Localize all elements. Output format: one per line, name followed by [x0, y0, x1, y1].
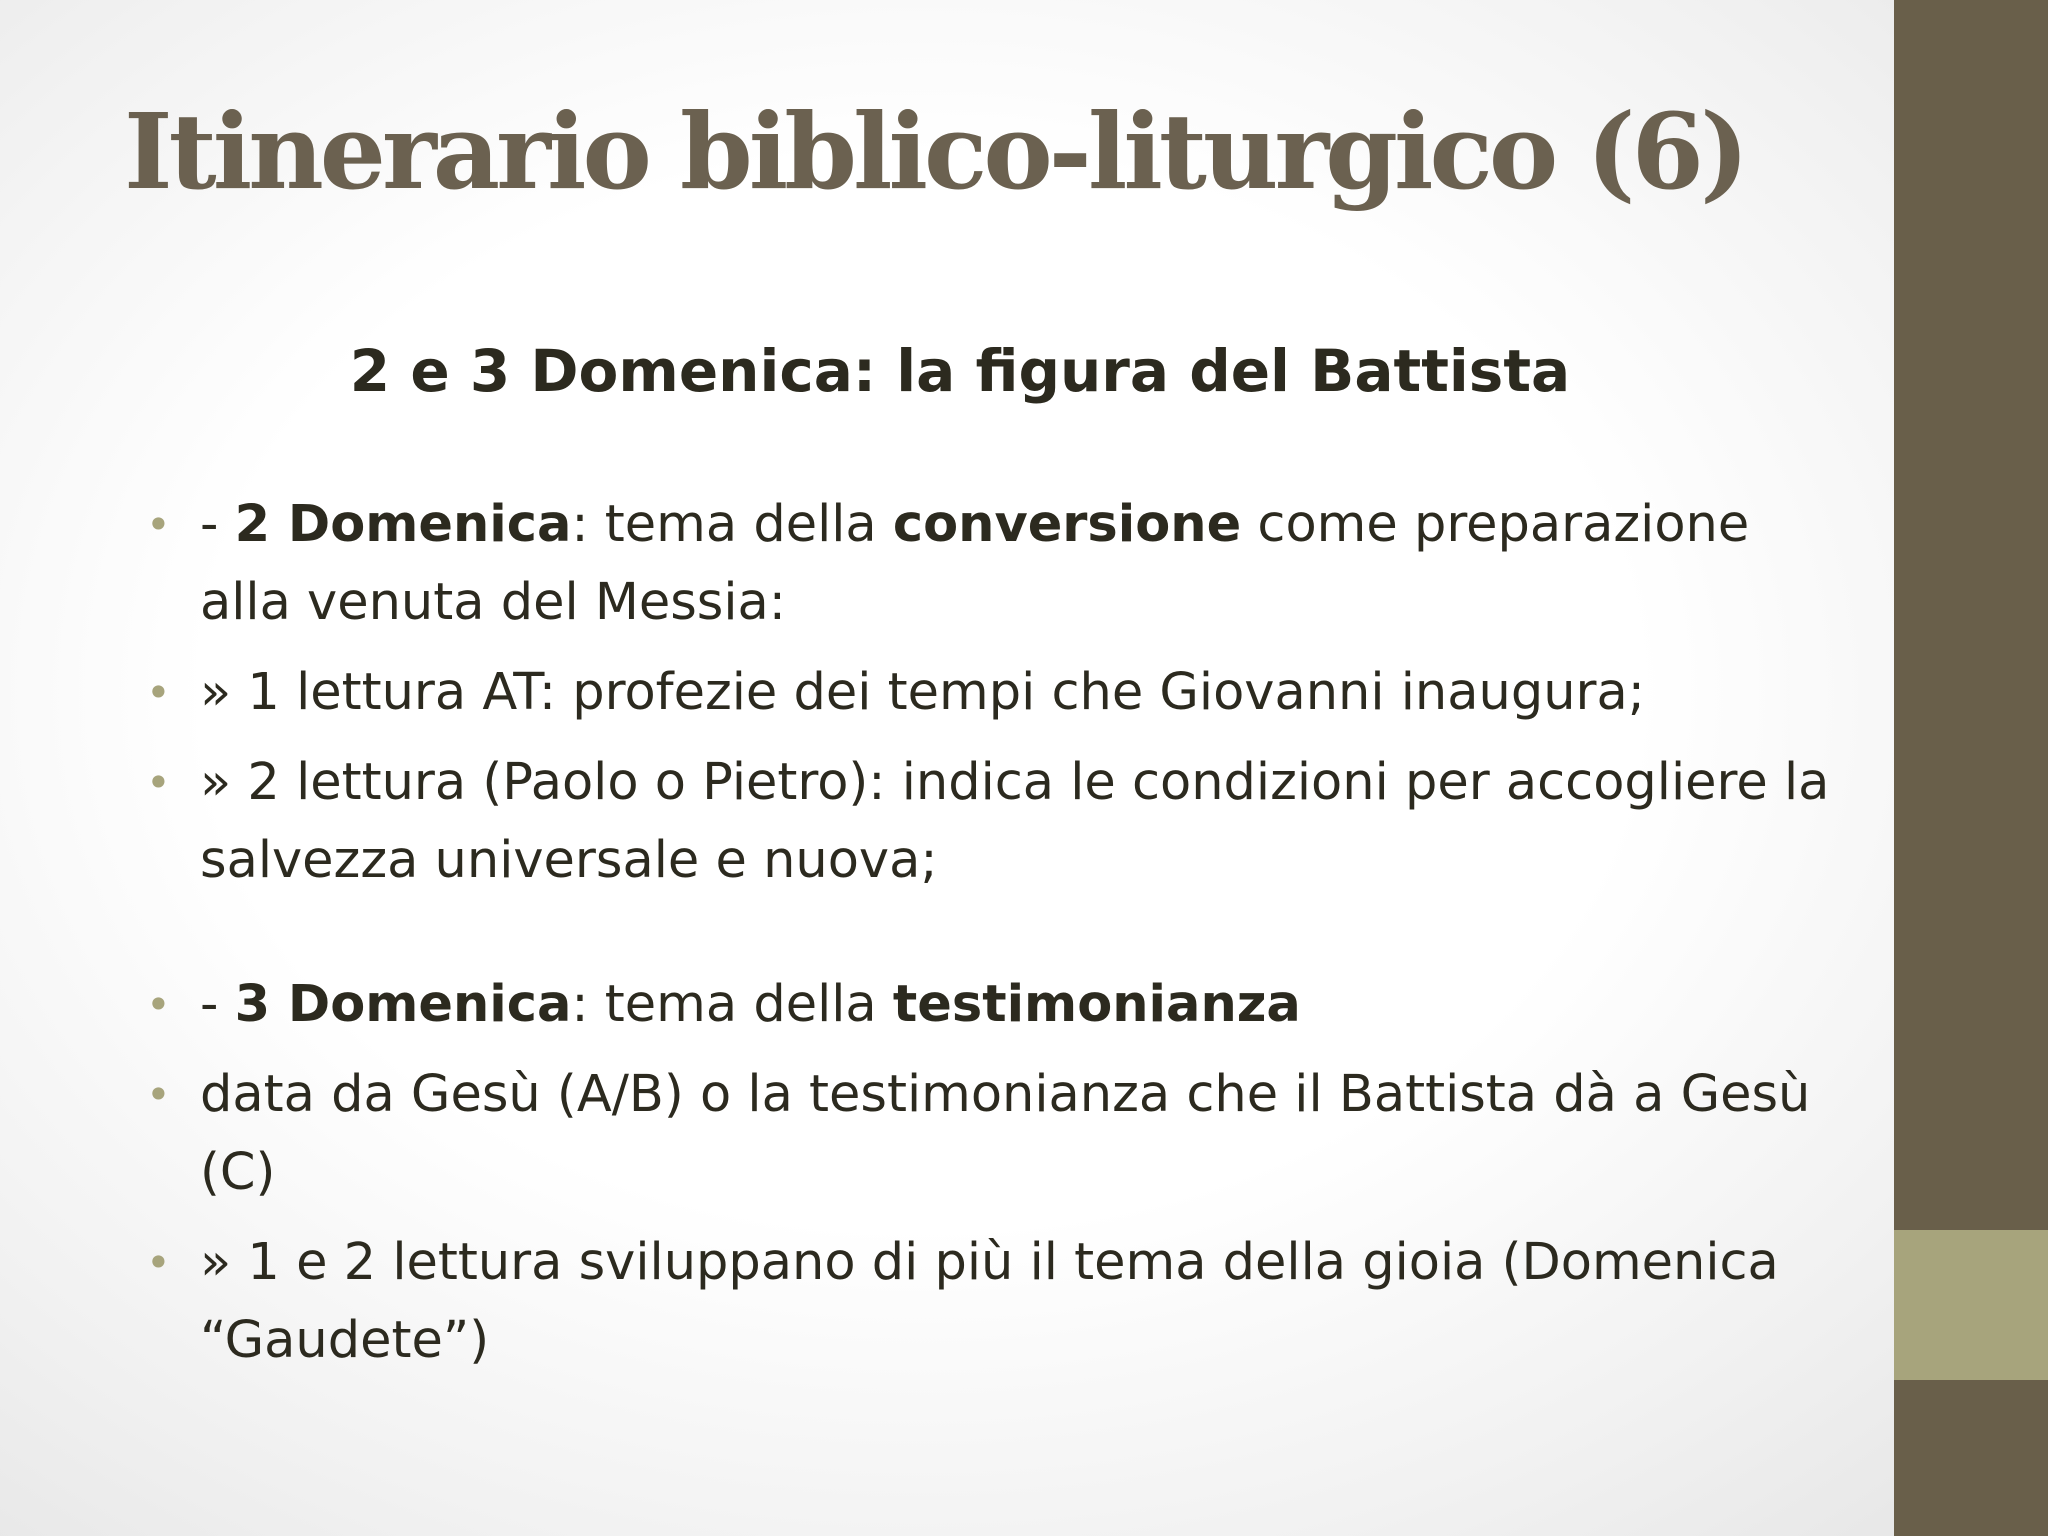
bullet-item: [140, 486, 1840, 642]
bullet-text: » 1 e 2 lettura sviluppano di più il tema della gioia (Domenica “Gaudete”): [200, 1233, 1779, 1370]
bullet-text: » 1 lettura AT: profezie dei tempi che Giovanni inaugura;: [200, 663, 1645, 722]
bullet-item: [140, 966, 1840, 1044]
bullet-text: : tema della: [571, 495, 893, 554]
bullet-item: [140, 654, 1840, 732]
bullet-item: [140, 1056, 1840, 1212]
bullet-prefix: -: [200, 975, 235, 1034]
bullet-bold-text: 2 Domenica: [234, 495, 572, 554]
bullet-item: [140, 1224, 1840, 1380]
bullet-text: data da Gesù (A/B) o la testimonianza che il Battista dà a Gesù (C): [200, 1065, 1811, 1202]
bullet-text: : tema della: [571, 975, 893, 1034]
sidebar-accent-decoration: [1894, 1230, 2048, 1380]
bullet-text: » 2 lettura (Paolo o Pietro): indica le condizioni per accogliere la salvezza universale e nuova;: [200, 753, 1830, 890]
bullet-bold-text: conversione: [892, 495, 1242, 554]
bullet-list: [140, 486, 1840, 1392]
bullet-text: come preparazione alla venuta del Messia:: [200, 495, 1750, 632]
bullet-prefix: -: [200, 495, 235, 554]
bullet-bold-text: testimonianza: [892, 975, 1301, 1034]
slide-subtitle: 2 e 3 Domenica: la figura del Battista: [349, 337, 1571, 405]
slide-title: Itinerario biblico-liturgico (6): [124, 90, 1746, 213]
bullet-item: [140, 744, 1840, 900]
bullet-bold-text: 3 Domenica: [234, 975, 572, 1034]
